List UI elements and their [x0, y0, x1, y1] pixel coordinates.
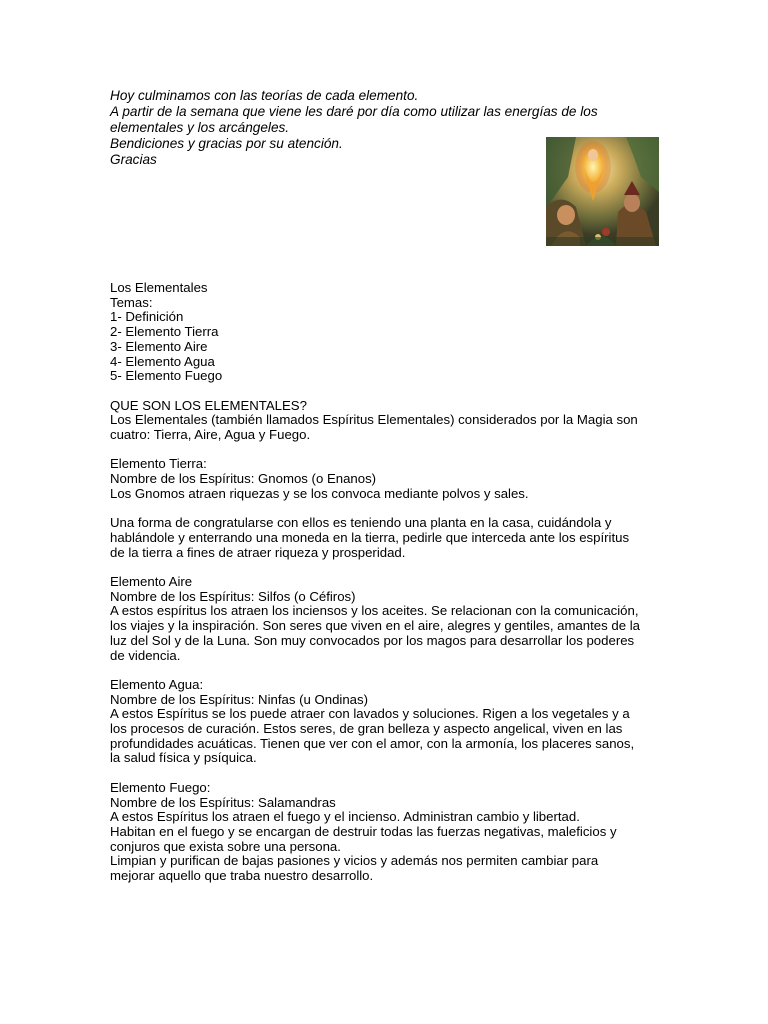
agua-line: la salud física y psíquica.: [110, 750, 257, 766]
tierra-paragraph-line: hablándole y enterrando una moneda en la tierra, pedirle que interceda ante los espíritus: [110, 529, 630, 545]
tierra-spirits: Nombre de los Espíritus: Gnomos (o Enanos): [110, 471, 377, 487]
intro-line: Gracias: [110, 152, 157, 167]
intro-line: A partir de la semana que viene les daré por día como utilizar las energías de los: [110, 104, 598, 119]
intro-line: elementales y los arcángeles.: [110, 120, 290, 135]
tierra-paragraph-line: Una forma de congratularse con ellos es teniendo una planta en la casa, cuidándola y: [110, 515, 612, 531]
agua-heading: Elemento Agua:: [110, 676, 204, 692]
painting-icon: [546, 137, 659, 246]
aire-line: los viajes y la inspiración. Son seres que viven en el aire, alegres y gentiles, amantes de la: [110, 618, 640, 634]
agua-line: profundidades acuáticas. Tienen que ver con el amor, con la armonía, los placeres sanos,: [110, 735, 635, 751]
aire-spirits: Nombre de los Espíritus: Silfos (o Céfiros): [110, 588, 356, 604]
tierra-line: Los Gnomos atraen riquezas y se los convoca mediante polvos y sales.: [110, 485, 529, 501]
toc-item: 5- Elemento Fuego: [110, 368, 223, 384]
toc-item: 4- Elemento Agua: [110, 353, 215, 369]
toc-subtitle: Temas:: [110, 294, 153, 310]
fuego-line: conjuros que exista sobre una persona.: [110, 838, 341, 854]
toc-item: 2- Elemento Tierra: [110, 324, 219, 340]
toc-item: 3- Elemento Aire: [110, 338, 208, 354]
fuego-line: Habitan en el fuego y se encargan de destruir todas las fuerzas negativas, maleficios y: [110, 823, 617, 839]
tierra-paragraph-line: de la tierra a fines de atraer riqueza y prosperidad.: [110, 544, 406, 560]
intro-line: Hoy culminamos con las teorías de cada elemento.: [110, 88, 419, 103]
tierra-heading: Elemento Tierra:: [110, 456, 207, 472]
aire-line: luz del Sol y de la Luna. Son muy convocados por los magos para desarrollar los poderes: [110, 632, 635, 648]
aire-line: A estos espíritus los atraen los inciensos y los aceites. Se relacionan con la comunicación,: [110, 603, 639, 619]
agua-line: A estos Espíritus se los puede atraer con lavados y soluciones. Rigen a los vegetales y a: [110, 706, 630, 722]
fuego-line: A estos Espíritus los atraen el fuego y el incienso. Administran cambio y libertad.: [110, 809, 580, 825]
aire-line: de videncia.: [110, 647, 181, 663]
aire-heading: Elemento Aire: [110, 574, 193, 589]
toc-item: 1- Definición: [110, 309, 184, 325]
definition-line: cuatro: Tierra, Aire, Agua y Fuego.: [110, 427, 311, 443]
fuego-line: Limpian y purifican de bajas pasiones y vicios y además nos permiten cambiar para: [110, 853, 599, 869]
section-title: Los Elementales: [110, 280, 208, 295]
agua-spirits: Nombre de los Espíritus: Ninfas (u Ondinas): [110, 691, 368, 707]
intro-line: Bendiciones y gracias por su atención.: [110, 136, 343, 151]
fuego-heading: Elemento Fuego:: [110, 779, 211, 795]
fuego-spirits: Nombre de los Espíritus: Salamandras: [110, 794, 336, 810]
document-body: [110, 281, 670, 884]
definition-line: Los Elementales (también llamados Espíritus Elementales) considerados por la Magia son: [110, 412, 638, 428]
fuego-line: mejorar aquello que traba nuestro desarrollo.: [110, 868, 374, 884]
definition-heading: QUE SON LOS ELEMENTALES?: [110, 397, 307, 413]
agua-line: los procesos de curación. Estos seres, de gran belleza y aspecto angelical, viven en las: [110, 721, 623, 737]
